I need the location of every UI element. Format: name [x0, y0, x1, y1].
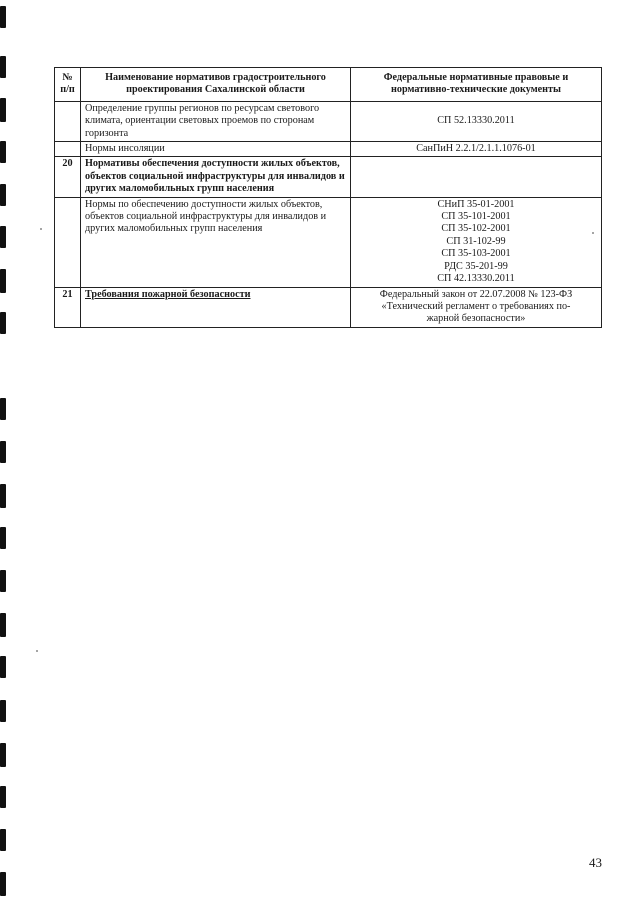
doc-line: СП 35-101-2001 — [441, 211, 511, 223]
binder-mark — [0, 786, 6, 808]
binder-mark — [0, 700, 6, 722]
row-docs — [351, 157, 602, 197]
binder-mark — [0, 398, 6, 420]
binder-mark — [0, 312, 6, 334]
regulations-table — [54, 67, 602, 328]
doc-line: СП 35-102-2001 — [441, 223, 511, 235]
binder-mark — [0, 269, 6, 293]
table-row — [55, 197, 602, 287]
doc-line: СП 31-102-99 — [446, 235, 506, 247]
binder-mark — [0, 527, 6, 549]
header-num: № п/п — [55, 68, 81, 102]
table-row — [55, 157, 602, 197]
doc-line: «Технический регламент о требованиях по- — [381, 300, 571, 312]
doc-line: СНиП 35-01-2001 — [437, 198, 515, 210]
binder-mark — [0, 484, 6, 508]
row-num — [55, 101, 81, 141]
binder-mark — [0, 56, 6, 78]
row-name: Нормы инсоляции — [81, 142, 351, 157]
binder-mark — [0, 441, 6, 463]
binder-mark — [0, 141, 6, 163]
table-row — [55, 287, 602, 327]
doc-line: РДС 35-201-99 — [444, 260, 508, 272]
table-header-row — [55, 68, 602, 102]
binder-mark — [0, 743, 6, 767]
scan-speck — [40, 228, 42, 230]
binder-mark — [0, 226, 6, 248]
row-num: 20 — [55, 157, 81, 197]
doc-line: СП 35-103-2001 — [441, 248, 511, 260]
row-docs — [351, 101, 602, 141]
row-num — [55, 142, 81, 157]
row-name: Требования пожарной безопасности — [81, 287, 351, 327]
row-docs — [351, 287, 602, 327]
row-name: Нормативы обеспечения доступности жилых объектов, объектов социальной инфраструктуры для инвалидов и других маломобильных групп населения — [81, 157, 351, 197]
row-name: Определение группы регионов по ресурсам светового климата, ориентации световых проемов по сторонам горизонта — [81, 101, 351, 141]
binder-mark — [0, 98, 6, 122]
doc-line: СП 42.13330.2011 — [437, 273, 515, 285]
binder-mark — [0, 829, 6, 851]
row-num: 21 — [55, 287, 81, 327]
binder-mark — [0, 6, 6, 28]
table-row — [55, 101, 602, 141]
doc-line: СП 52.13330.2011 — [437, 115, 515, 127]
page-number: 43 — [589, 855, 602, 870]
table-row — [55, 142, 602, 157]
scan-speck — [36, 650, 38, 652]
header-docs: Федеральные нормативные правовые и нормативно-технические документы — [351, 68, 602, 102]
row-docs — [351, 142, 602, 157]
binder-mark — [0, 656, 6, 678]
header-name: Наименование нормативов градостроительного проектирования Сахалинской области — [81, 68, 351, 102]
doc-line: СанПиН 2.2.1/2.1.1.1076-01 — [416, 143, 536, 155]
row-docs — [351, 197, 602, 287]
binder-mark — [0, 184, 6, 206]
binder-mark — [0, 570, 6, 592]
doc-line: жарной безопасности» — [426, 313, 526, 325]
binder-mark — [0, 872, 6, 896]
row-num — [55, 197, 81, 287]
doc-line: Федеральный закон от 22.07.2008 № 123-ФЗ — [379, 288, 573, 300]
row-name: Нормы по обеспечению доступности жилых объектов, объектов социальной инфраструктуры для инвалидов и других маломобильных групп населения — [81, 197, 351, 287]
binder-mark — [0, 613, 6, 637]
